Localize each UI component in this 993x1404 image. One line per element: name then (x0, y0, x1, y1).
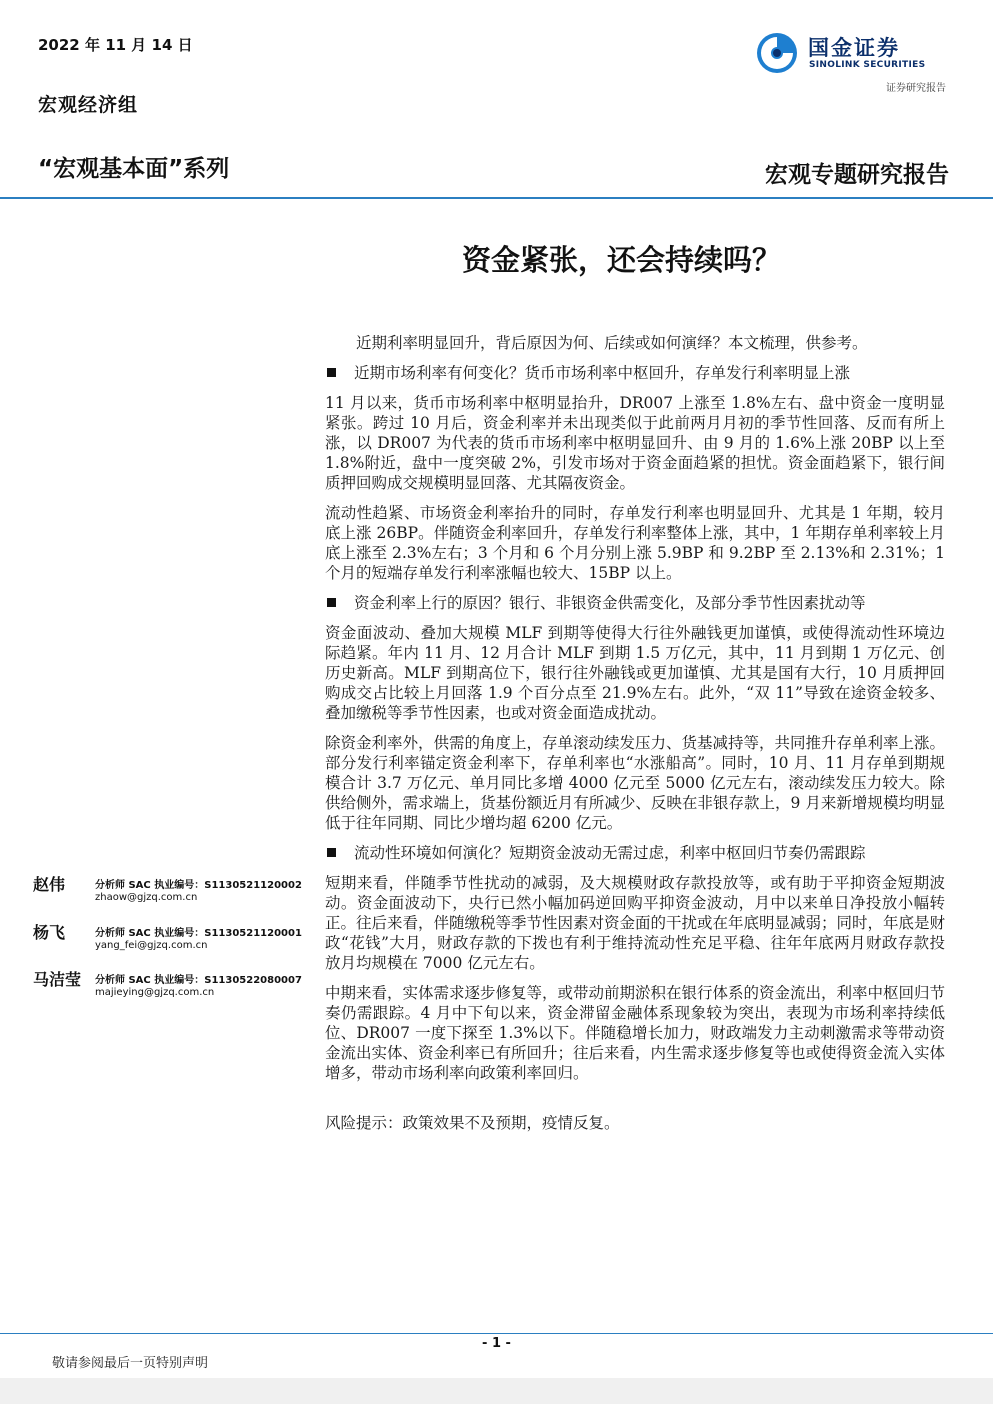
analyst-email[interactable]: yang_fei@gjzq.com.cn (95, 940, 208, 951)
paragraph: 中期来看，实体需求逐步修复等，或带动前期淤积在银行体系的资金流出，利率中枢回归节奏仍需跟踪。4 月中下旬以来，资金滞留金融体系现象较为突出，表现为市场利率持续低位、DR007 一度下探至 1.3%以下。伴随稳增长加力，财政端发力主动刺激需求等带动资金流出实体、资金利率已有所回升；往后来看，内生需求逐步修复等也或使得资金流入实体增多，带动市场利率向政策利率回归。 (325, 984, 946, 1082)
logo-english-name: SINOLINK SECURITIES (809, 60, 926, 70)
analyst-email[interactable]: zhaow@gjzq.com.cn (95, 892, 198, 903)
bottom-band (0, 1378, 993, 1404)
research-group: 宏观经济组 (38, 94, 139, 116)
disclaimer-note: 敬请参阅最后一页特别声明 (52, 1356, 209, 1371)
analyst-name: 杨飞 (33, 923, 66, 942)
page-number: - 1 - (482, 1336, 511, 1351)
report-type: 证券研究报告 (886, 83, 946, 94)
series-name: “宏观基本面”系列 (38, 156, 230, 182)
paragraph: 短期来看，伴随季节性扰动的减弱，及大规模财政存款投放等，或有助于平抑资金短期波动。资金面波动下，央行已然小幅加码逆回购平抑资金波动，月中以来单日净投放小幅转正。往后来看，伴随缴税等季节性因素对资金面的干扰或在年底明显减弱；同时，年底是财政“花钱”大月，财政存款的下拨也有利于维持流动性充足平稳、往年年底两月财政存款投放月均规模在 7000 亿元左右。 (325, 874, 946, 972)
report-category-title: 宏观专题研究报告 (765, 161, 949, 188)
paragraph: 11 月以来，货币市场利率中枢明显抬升，DR007 上涨至 1.8%左右、盘中资金一度明显紧张。跨过 10 月后，资金利率并未出现类似于此前两月月初的季节性回落、反而有所上涨，以 DR007 为代表的货币市场利率中枢明显回升、由 9 月的 1.6%上涨 20BP 以上至 1.8%附近，盘中一度突破 2%，引发市场对于资金面趋紧的担忧。资金面趋紧下，银行间质押回购成交规模明显回落、尤其隔夜资金。 (325, 394, 945, 492)
risk-warning: 风险提示：政策效果不及预期，疫情反复。 (325, 1114, 620, 1132)
analyst-cert: 分析师 SAC 执业编号：S1130521120002 (95, 880, 302, 891)
footer-divider (0, 1333, 993, 1334)
report-body (325, 333, 945, 1143)
logo-chinese-name: 国金证券 (808, 36, 900, 60)
analyst-cert: 分析师 SAC 执业编号：S1130522080007 (95, 975, 302, 986)
main-title: 资金紧张，还会持续吗？ (461, 243, 781, 277)
analyst-cert: 分析师 SAC 执业编号：S1130521120001 (95, 928, 302, 939)
report-date: 2022 年 11 月 14 日 (38, 36, 193, 54)
intro-paragraph: 近期利率明显回升，背后原因为何、后续或如何演绎？本文梳理，供参考。 (356, 334, 868, 352)
section-heading-1: 近期市场利率有何变化？货币市场利率中枢回升，存单发行利率明显上涨 (325, 363, 945, 383)
header-divider (0, 197, 993, 199)
analyst-name: 赵伟 (33, 875, 66, 894)
paragraph: 流动性趋紧、市场资金利率抬升的同时，存单发行利率也明显回升、尤其是 1 年期，较月底上涨 26BP。伴随资金利率回升，存单发行利率整体上涨，其中，1 年期存单利率较上月底上涨至 2.3%左右；3 个月和 6 个月分别上涨 5.9BP 和 9.2BP 至 2.13%和 2.31%；1 个月的短端存单发行利率涨幅也较大、15BP 以上。 (325, 504, 945, 582)
bullet-square-icon (327, 848, 336, 857)
paragraph: 资金面波动、叠加大规模 MLF 到期等使得大行往外融钱更加谨慎，或使得流动性环境边际趋紧。年内 11 月、12 月合计 MLF 到期 1.5 万亿元，其中，11 月到期 1 万亿元、创历史新高。MLF 到期高位下，银行往外融钱或更加谨慎、尤其是国有大行，10 月质押回购成交占比较上月回落 1.9 个百分点至 21.9%左右。此外，“双 11”导致在途资金较多、叠加缴税等季节性因素，也或对资金面造成扰动。 (325, 624, 945, 722)
analyst-email[interactable]: majieying@gjzq.com.cn (95, 987, 215, 998)
paragraph: 除资金利率外，供需的角度上，存单滚动续发压力、货基减持等，共同推升存单利率上涨。部分发行利率锚定资金利率下，存单利率也“水涨船高”。同时，10 月、11 月存单到期规模合计 3.7 万亿元、单月同比多增 4000 亿元至 5000 亿元左右，滚动续发压力较大。除供给侧外，需求端上，货基份额近月有所减少、反映在非银存款上，9 月来新增规模均明显低于往年同期、同比少增均超 6200 亿元。 (325, 734, 946, 832)
section-heading-2: 资金利率上行的原因？银行、非银资金供需变化，及部分季节性因素扰动等 (325, 593, 945, 613)
bullet-square-icon (327, 598, 336, 607)
analyst-name: 马洁莹 (33, 970, 82, 989)
bullet-square-icon (327, 368, 336, 377)
logo-mark-icon (756, 32, 798, 74)
company-logo (756, 32, 946, 74)
section-heading-3: 流动性环境如何演化？短期资金波动无需过虑，利率中枢回归节奏仍需跟踪 (325, 843, 945, 863)
